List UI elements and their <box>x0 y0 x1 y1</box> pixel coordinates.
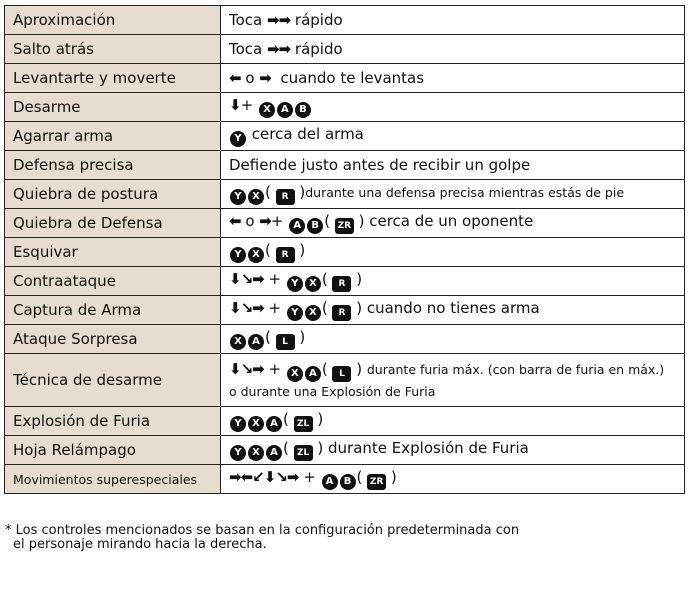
control-text: + <box>263 299 286 317</box>
control-note: o durante una Explosión de Furia <box>229 383 436 399</box>
button-x-icon: X <box>259 102 275 118</box>
control-text: o <box>240 68 260 87</box>
move-name: Agarrar arma <box>5 122 221 151</box>
control-text: ( <box>283 439 294 457</box>
move-controls <box>221 325 685 354</box>
control-text: ( <box>324 212 335 230</box>
direction-arrow-icon: ➡ <box>259 68 271 87</box>
move-name: Hoja Relámpago <box>5 436 221 465</box>
button-a-icon: A <box>322 474 338 490</box>
table-row <box>5 325 685 354</box>
move-controls <box>221 180 685 209</box>
button-zr-icon: ZR <box>367 474 386 490</box>
control-text: ) cerca de un oponente <box>353 212 534 230</box>
button-a-icon: A <box>266 416 282 432</box>
table-row <box>5 35 685 64</box>
button-x-icon: X <box>287 366 303 382</box>
control-text: ) <box>351 359 367 378</box>
button-y-icon: Y <box>230 131 246 147</box>
move-name: Esquivar <box>5 238 221 267</box>
button-r-icon: R <box>276 189 295 205</box>
control-text: o <box>240 212 260 230</box>
move-name: Aproximación <box>5 6 221 35</box>
table-row <box>5 296 685 325</box>
button-a-icon: A <box>289 218 305 234</box>
move-name: Técnica de desarme <box>5 354 221 407</box>
direction-arrow-icon: ⬇ <box>229 96 241 114</box>
move-name: Contraataque <box>5 267 221 296</box>
control-note: durante una defensa precisa mientras estás de pie <box>305 185 625 200</box>
button-b-icon: B <box>340 474 356 490</box>
table-row <box>5 122 685 151</box>
control-text: ) <box>294 328 306 346</box>
move-controls <box>221 238 685 267</box>
move-controls <box>221 151 685 180</box>
control-text: ) cuando no tienes arma <box>351 299 540 317</box>
button-y-icon: Y <box>230 247 246 263</box>
control-text: + <box>240 96 258 114</box>
move-controls <box>221 64 685 93</box>
table-row <box>5 93 685 122</box>
button-l-icon: L <box>332 366 351 382</box>
table-row <box>5 238 685 267</box>
control-text: ( <box>265 241 276 259</box>
button-zr-icon: ZR <box>335 218 354 234</box>
control-text: cuando te levantas <box>270 68 425 87</box>
button-x-icon: X <box>248 247 264 263</box>
control-text: + <box>263 359 286 378</box>
table-row <box>5 436 685 465</box>
control-text: ( <box>321 299 333 317</box>
control-text: + <box>270 212 289 230</box>
direction-arrow-icon: ➡⬅↙⬇↘➡ <box>229 468 299 486</box>
direction-arrow-icon: ➡➡ <box>267 10 291 29</box>
footnote <box>5 524 605 552</box>
control-text: rápido <box>290 10 343 29</box>
button-y-icon: Y <box>287 305 303 321</box>
button-y-icon: Y <box>230 189 246 205</box>
table-row <box>5 180 685 209</box>
footnote-line-1: * Los controles mencionados se basan en la configuración predeterminada con <box>5 523 520 538</box>
table-row <box>5 465 685 494</box>
button-zl-icon: ZL <box>294 416 313 432</box>
button-l-icon: L <box>276 334 295 350</box>
move-name: Quiebra de Defensa <box>5 209 221 238</box>
control-text: ) <box>351 270 363 288</box>
move-name: Defensa precisa <box>5 151 221 180</box>
control-text: ( <box>356 468 368 486</box>
footnote-line-2: el personaje mirando hacia la derecha. <box>13 537 267 552</box>
button-y-icon: Y <box>287 276 303 292</box>
button-x-icon: X <box>248 445 264 461</box>
button-y-icon: Y <box>230 416 246 432</box>
move-controls <box>221 122 685 151</box>
control-text: ( <box>265 183 276 201</box>
direction-arrow-icon: ⬇↘➡ <box>229 270 264 288</box>
move-controls <box>221 354 685 407</box>
move-controls <box>221 35 685 64</box>
control-text: Toca <box>229 39 267 58</box>
move-controls <box>221 296 685 325</box>
control-text: + <box>263 270 286 288</box>
button-x-icon: X <box>248 189 264 205</box>
table-row <box>5 6 685 35</box>
button-r-icon: R <box>276 247 295 263</box>
control-text: ( <box>283 410 294 428</box>
table-row <box>5 151 685 180</box>
control-text: ) <box>386 468 397 486</box>
move-controls <box>221 6 685 35</box>
move-name: Movimientos superespeciales <box>5 465 221 494</box>
move-name: Captura de Arma <box>5 296 221 325</box>
control-text: ( <box>265 328 276 346</box>
direction-arrow-icon: ⬇↘➡ <box>229 299 264 317</box>
direction-arrow-icon: ⬅ <box>229 68 241 87</box>
move-controls <box>221 465 685 494</box>
controls-table <box>4 5 685 494</box>
button-a-icon: A <box>277 102 293 118</box>
button-a-icon: A <box>266 445 282 461</box>
direction-arrow-icon: ⬇↘➡ <box>229 359 264 378</box>
move-controls <box>221 436 685 465</box>
move-name: Salto atrás <box>5 35 221 64</box>
button-y-icon: Y <box>230 445 246 461</box>
move-controls <box>221 93 685 122</box>
button-x-icon: X <box>248 416 264 432</box>
control-text: Toca <box>229 10 267 29</box>
control-text: ) durante Explosión de Furia <box>312 439 529 457</box>
button-x-icon: X <box>305 305 321 321</box>
button-zl-icon: ZL <box>294 445 313 461</box>
control-text: ) <box>294 183 306 201</box>
control-text: rápido <box>290 39 343 58</box>
direction-arrow-icon: ➡➡ <box>267 39 291 58</box>
move-controls <box>221 407 685 436</box>
control-text: + <box>298 468 321 486</box>
move-name: Quiebra de postura <box>5 180 221 209</box>
move-controls <box>221 267 685 296</box>
button-a-icon: A <box>248 334 264 350</box>
button-a-icon: A <box>305 366 321 382</box>
button-r-icon: R <box>332 305 351 321</box>
button-b-icon: B <box>295 102 311 118</box>
table-row <box>5 267 685 296</box>
move-name: Levantarte y moverte <box>5 64 221 93</box>
control-note: durante furia máx. (con barra de furia en máx.) <box>366 361 665 377</box>
button-r-icon: R <box>332 276 351 292</box>
control-text: Defiende justo antes de recibir un golpe <box>229 155 531 174</box>
move-controls <box>221 209 685 238</box>
control-text: ) <box>312 410 324 428</box>
control-text: ( <box>321 270 333 288</box>
control-text: ( <box>321 359 333 378</box>
table-row <box>5 209 685 238</box>
table-row <box>5 407 685 436</box>
button-b-icon: B <box>307 218 323 234</box>
button-x-icon: X <box>230 334 246 350</box>
move-name: Explosión de Furia <box>5 407 221 436</box>
control-text: cerca del arma <box>247 125 364 143</box>
control-text: ) <box>294 241 306 259</box>
direction-arrow-icon: ⬅ <box>229 212 241 230</box>
move-name: Desarme <box>5 93 221 122</box>
button-x-icon: X <box>305 276 321 292</box>
table-row <box>5 354 685 407</box>
direction-arrow-icon: ➡ <box>259 212 271 230</box>
table-row <box>5 64 685 93</box>
move-name: Ataque Sorpresa <box>5 325 221 354</box>
